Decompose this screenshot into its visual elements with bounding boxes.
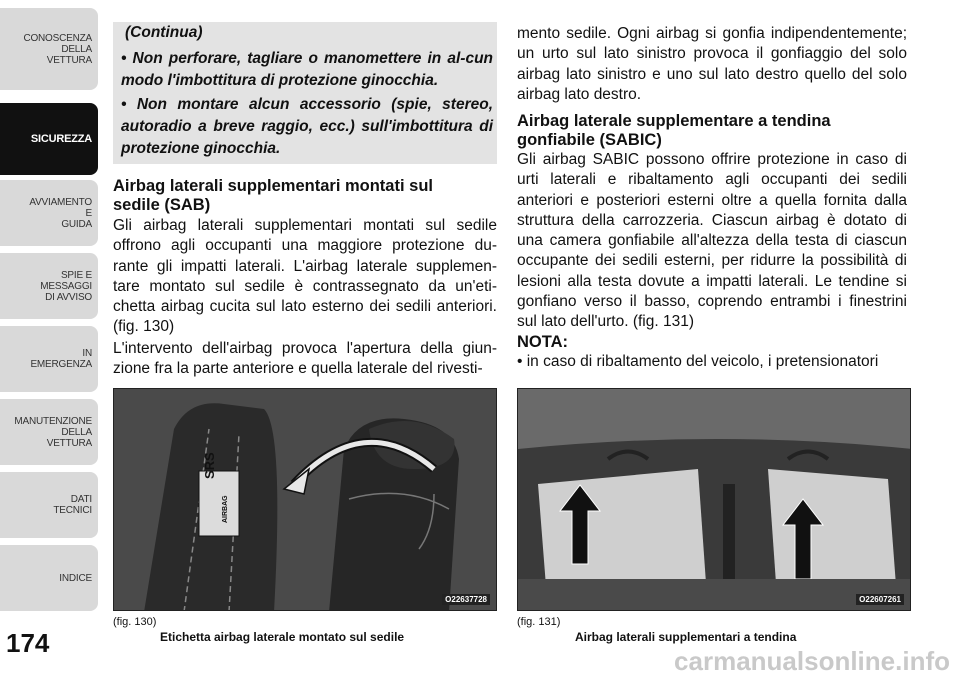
srs-label-text: SRS: [202, 452, 217, 479]
section-heading-sab: Airbag laterali supplementari montati sul sedile (SAB): [113, 177, 433, 214]
figure-130-caption: (fig. 130): [113, 616, 157, 628]
section-heading-sabic: Airbag laterale supplementare a tendina gonfiabile (SABIC): [517, 112, 831, 149]
figure-131: [517, 388, 911, 611]
sidebar-tab-manutenzione[interactable]: MANUTENZIONE DELLA VETTURA: [0, 399, 98, 465]
sidebar-tab-dati[interactable]: DATI TECNICI: [0, 472, 98, 538]
paragraph-sab-cont: mento sedile. Ogni airbag si gonfia indipendentemente; un urto sul lato sinistro provoca il gonfiaggio del solo airbag lato sinistro e uno sul lato destro quello del solo airbag lato destro.: [517, 25, 907, 103]
sidebar-tab-spie[interactable]: SPIE E MESSAGGI DI AVVISO: [0, 253, 98, 319]
paragraph-sabic: Gli airbag SABIC possono offrire protezione in caso di urti laterali e ribaltamento agli occupanti dei sedili anteriori e posteriori esterni oltre a quella fornita dalla struttura della carrozzeria. Ciascun airbag è dotato di una camera gonfiabile all'altezza della testa di ciascun occupante dei sedili esterni, per ridurre la possibilità di lesioni alla testa dovute a impatti laterali. Le tendine si gonfiano verso il basso, coprendo entrambi i finestrini sul lato dell'urto. (fig. 131): [517, 151, 907, 331]
paragraph-sab-2: L'intervento dell'airbag provoca l'apertura della giun-zione fra la parte anteriore e quella laterale del rivesti-: [113, 340, 497, 378]
seat-illustration: [114, 389, 497, 611]
figure-130: [113, 388, 497, 611]
srs-label-sub: AIRBAG: [222, 495, 229, 523]
figure-131-code: O22607261: [856, 594, 904, 605]
figure-131-caption: (fig. 131): [517, 616, 561, 628]
nota-item: • in caso di ribaltamento del veicolo, i pretensionatori: [517, 353, 879, 370]
note-title: (Continua): [125, 24, 203, 41]
paragraph-sab-1: Gli airbag laterali supplementari montati sul sedile offrono agli occupanti una maggiore protezione du-rante gli impatti laterali. L'airbag laterale supplemen-tare montato sul sedile è contrassegnato da un'eti-chetta airbag cucita sul lato esterno dei sedili anteriori. (fig. 130): [113, 217, 497, 336]
sidebar-tab-conoscenza[interactable]: CONOSCENZA DELLA VETTURA: [0, 8, 98, 90]
figure-130-title: Etichetta airbag laterale montato sul sedile: [160, 630, 405, 644]
nota-label: NOTA:: [517, 333, 569, 351]
interior-illustration: [518, 389, 911, 611]
figure-130-code: O22637728: [442, 594, 490, 605]
sidebar-tab-emergenza[interactable]: IN EMERGENZA: [0, 326, 98, 392]
note-item-2: • Non montare alcun accessorio (spie, stereo, autoradio a breve raggio, ecc.) sull'imbottitura di protezione ginocchia.: [121, 96, 493, 157]
sidebar-tab-avviamento[interactable]: AVVIAMENTO E GUIDA: [0, 180, 98, 246]
watermark: carmanualsonline.info: [674, 646, 950, 676]
page-number: 174: [6, 628, 50, 658]
sidebar-tab-indice[interactable]: INDICE: [0, 545, 98, 611]
sidebar-tab-sicurezza[interactable]: SICUREZZA: [0, 103, 98, 175]
figure-131-title: Airbag laterali supplementari a tendina: [575, 630, 797, 644]
note-item-1: • Non perforare, tagliare o manomettere in al-cun modo l'imbottitura di protezione ginocchia.: [121, 50, 493, 89]
